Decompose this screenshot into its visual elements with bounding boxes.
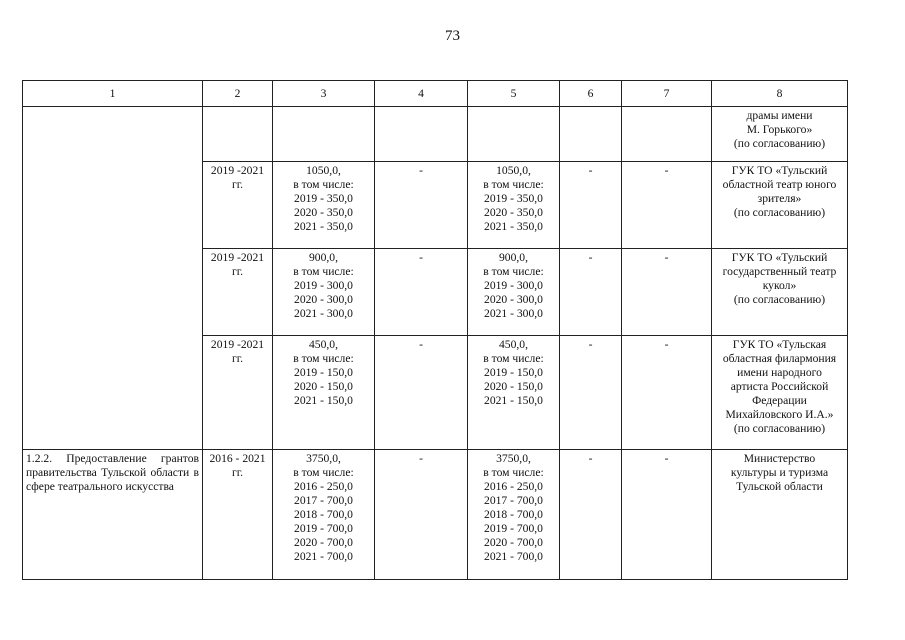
total-cell-line: 2019 - 150,0 xyxy=(294,366,353,379)
col5-cell-line: 3750,0, xyxy=(496,452,531,465)
col6-cell: - xyxy=(560,336,622,450)
page-number: 73 xyxy=(445,28,460,44)
col5-cell-line: 2020 - 150,0 xyxy=(484,380,543,393)
col5-cell-line: 2021 - 150,0 xyxy=(484,394,543,407)
executor-cell-line: кукол» xyxy=(762,279,797,292)
total-cell-line: 2016 - 250,0 xyxy=(294,480,353,493)
executor-cell xyxy=(712,336,848,450)
header-col-8: 8 xyxy=(712,81,848,107)
col5-cell-line: в том числе: xyxy=(483,265,544,278)
col5-cell-line: в том числе: xyxy=(483,178,544,191)
executor-cell-line: драмы имени xyxy=(746,109,813,122)
col7-cell: - xyxy=(622,450,712,580)
executor-cell xyxy=(712,107,848,162)
header-col-1: 1 xyxy=(23,81,203,107)
executor-cell-line: культуры и туризма xyxy=(730,466,829,479)
executor-cell-line: (по согласованию) xyxy=(733,293,826,306)
col7-cell: - xyxy=(622,336,712,450)
header-col-2: 2 xyxy=(203,81,273,107)
col6-cell: - xyxy=(560,450,622,580)
executor-cell xyxy=(712,249,848,336)
col5-cell-line: 2019 - 300,0 xyxy=(484,279,543,292)
table-header-row xyxy=(23,81,848,107)
table-row xyxy=(23,107,848,162)
col5-cell-line: 2017 - 700,0 xyxy=(484,494,543,507)
total-cell xyxy=(273,450,375,580)
col5-cell xyxy=(468,336,560,450)
total-cell-line: 3750,0, xyxy=(306,452,341,465)
col7-cell: - xyxy=(622,162,712,249)
col5-cell-line: 1050,0, xyxy=(496,164,531,177)
col5-cell-line: 2021 - 700,0 xyxy=(484,550,543,563)
col5-cell xyxy=(468,249,560,336)
col4-cell: - xyxy=(375,336,468,450)
col6-cell xyxy=(560,107,622,162)
col7-cell xyxy=(622,107,712,162)
total-cell-line: 2021 - 150,0 xyxy=(294,394,353,407)
col5-cell-line: 900,0, xyxy=(499,251,528,264)
executor-cell-line: зрителя» xyxy=(757,192,802,205)
col6-cell: - xyxy=(560,162,622,249)
total-cell-line: 2021 - 300,0 xyxy=(294,307,353,320)
col5-cell-line: 2021 - 350,0 xyxy=(484,220,543,233)
executor-cell-line: (по согласованию) xyxy=(733,206,826,219)
header-col-4: 4 xyxy=(375,81,468,107)
col5-cell-line: 450,0, xyxy=(499,338,528,351)
total-cell xyxy=(273,249,375,336)
task-cell: 1.2.2. Предоставление грантов правительства Тульской области в сфере театрального искусства xyxy=(23,450,203,580)
col5-cell-line: 2019 - 700,0 xyxy=(484,522,543,535)
total-cell-line: 2019 - 350,0 xyxy=(294,192,353,205)
total-cell-line: 2019 - 700,0 xyxy=(294,522,353,535)
executor-cell-line: имени народного xyxy=(737,366,822,379)
col5-cell xyxy=(468,450,560,580)
table-body xyxy=(23,107,848,580)
col4-cell: - xyxy=(375,249,468,336)
col5-cell-line: 2016 - 250,0 xyxy=(484,480,543,493)
header-col-7: 7 xyxy=(622,81,712,107)
total-cell-line: 900,0, xyxy=(309,251,338,264)
total-cell-line: 2020 - 150,0 xyxy=(294,380,353,393)
period-cell: 2019 -2021 гг. xyxy=(203,336,273,450)
executor-cell-line: Тульской области xyxy=(736,480,823,493)
task-cell xyxy=(23,107,203,450)
col7-cell: - xyxy=(622,249,712,336)
col5-cell-line: 2019 - 150,0 xyxy=(484,366,543,379)
total-cell-line: в том числе: xyxy=(293,352,354,365)
col4-cell xyxy=(375,107,468,162)
total-cell-line: в том числе: xyxy=(293,178,354,191)
col5-cell-line: 2021 - 300,0 xyxy=(484,307,543,320)
total-cell-line: в том числе: xyxy=(293,265,354,278)
executor-cell-line: Министерство xyxy=(743,452,816,465)
period-cell: 2019 -2021 гг. xyxy=(203,249,273,336)
header-col-6: 6 xyxy=(560,81,622,107)
executor-cell xyxy=(712,450,848,580)
period-cell: 2019 -2021 гг. xyxy=(203,162,273,249)
col5-cell-line: в том числе: xyxy=(483,352,544,365)
col6-cell: - xyxy=(560,249,622,336)
col5-cell-line: 2020 - 300,0 xyxy=(484,293,543,306)
executor-cell-line: Михайловского И.А.» xyxy=(725,408,834,421)
total-cell-line: 450,0, xyxy=(309,338,338,351)
total-cell-line: 2017 - 700,0 xyxy=(294,494,353,507)
col5-cell-line: в том числе: xyxy=(483,466,544,479)
col4-cell: - xyxy=(375,450,468,580)
executor-cell-line: ГУК ТО «Тульский xyxy=(731,251,828,264)
period-cell xyxy=(203,107,273,162)
col5-cell-line: 2018 - 700,0 xyxy=(484,508,543,521)
total-cell-line: 2020 - 350,0 xyxy=(294,206,353,219)
total-cell-line: в том числе: xyxy=(293,466,354,479)
total-cell-line: 1050,0, xyxy=(306,164,341,177)
col5-cell xyxy=(468,107,560,162)
executor-cell-line: ГУК ТО «Тульская xyxy=(732,338,827,351)
header-col-3: 3 xyxy=(273,81,375,107)
table-row xyxy=(23,450,848,580)
total-cell xyxy=(273,162,375,249)
executor-cell-line: государственный театр xyxy=(722,265,837,278)
period-cell: 2016 - 2021 гг. xyxy=(203,450,273,580)
col5-cell xyxy=(468,162,560,249)
total-cell xyxy=(273,336,375,450)
executor-cell xyxy=(712,162,848,249)
executor-cell-line: (по согласованию) xyxy=(733,137,826,150)
total-cell-line: 2021 - 700,0 xyxy=(294,550,353,563)
total-cell-line: 2018 - 700,0 xyxy=(294,508,353,521)
col5-cell-line: 2020 - 350,0 xyxy=(484,206,543,219)
total-cell-line: 2019 - 300,0 xyxy=(294,279,353,292)
total-cell-line: 2020 - 300,0 xyxy=(294,293,353,306)
col5-cell-line: 2019 - 350,0 xyxy=(484,192,543,205)
col4-cell: - xyxy=(375,162,468,249)
total-cell-line: 2020 - 700,0 xyxy=(294,536,353,549)
executor-cell-line: артиста Российской xyxy=(730,380,829,393)
executor-cell-line: Федерации xyxy=(752,394,807,407)
total-cell-line: 2021 - 350,0 xyxy=(294,220,353,233)
total-cell xyxy=(273,107,375,162)
program-table xyxy=(22,80,848,580)
executor-cell-line: областная филармония xyxy=(722,352,837,365)
executor-cell-line: (по согласованию) xyxy=(733,422,826,435)
header-col-5: 5 xyxy=(468,81,560,107)
executor-cell-line: М. Горького» xyxy=(746,123,813,136)
executor-cell-line: областной театр юного xyxy=(722,178,837,191)
col5-cell-line: 2020 - 700,0 xyxy=(484,536,543,549)
executor-cell-line: ГУК ТО «Тульский xyxy=(731,164,828,177)
